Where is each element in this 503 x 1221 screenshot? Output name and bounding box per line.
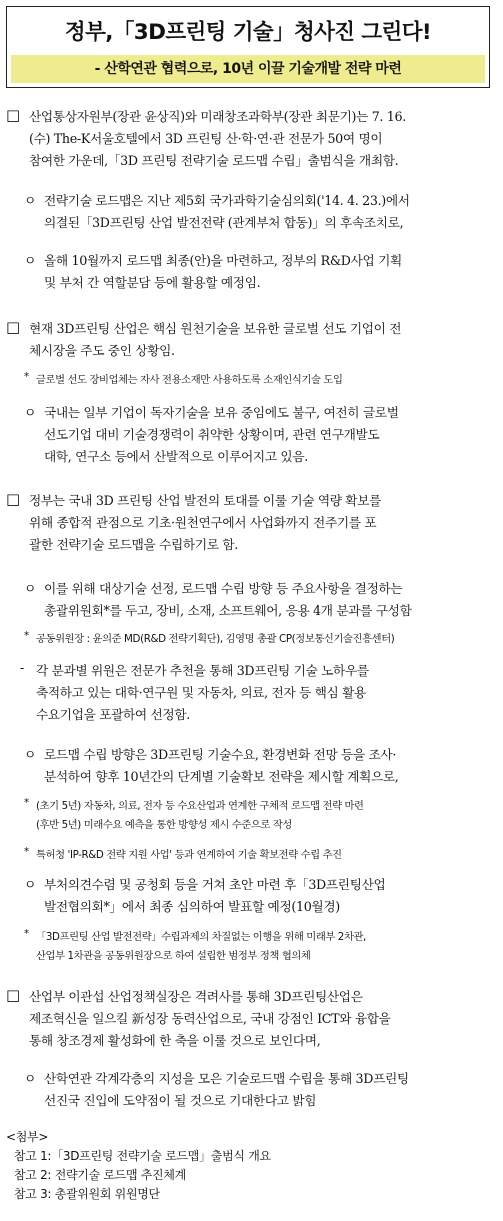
- paragraph-line: 제조혁신을 일으킬 新성장 동력산업으로, 국내 강점인 ICT와 융합을: [29, 1011, 391, 1026]
- attachment-item: 참고 1:「3D프린팅 전략기술 로드맵」출범식 개요: [14, 1149, 271, 1163]
- circle-bullet: ㅇ: [24, 877, 36, 892]
- section3-note4: [24, 928, 493, 966]
- attachment-item: 참고 2: 전략기술 로드맵 추진체계: [14, 1168, 186, 1182]
- note-line: (후반 5년) 미래수요 예측을 통한 방향성 제시 수준으로 작성: [36, 819, 292, 831]
- circle-bullet: ㅇ: [24, 747, 36, 762]
- note-line: (초기 5년) 자동차, 의료, 전자 등 수요산업과 연계한 구체적 로드맵 전략 마련: [36, 800, 364, 812]
- circle-bullet: ㅇ: [24, 405, 36, 420]
- attachments-header: <첨부>: [6, 1130, 49, 1144]
- circle-bullet: ㅇ: [24, 193, 36, 208]
- paragraph-line: 정부는 국내 3D 프린팅 산업 발전의 토대를 이룰 기술 역량 확보를: [29, 493, 382, 508]
- section1-point2: [24, 250, 493, 294]
- star-note: *: [24, 797, 29, 809]
- star-note: *: [24, 371, 29, 383]
- paragraph-line: 전략기술 로드맵은 지난 제5회 국가과학기술심의회('14. 4. 23.)에서: [44, 193, 410, 208]
- section3-point3: [24, 874, 493, 918]
- section4-point1: [24, 1068, 493, 1112]
- paragraph-line: 산업부 이관섭 산업정책실장은 격려사를 통해 3D프린팅산업은: [29, 989, 363, 1004]
- star-note: *: [24, 846, 29, 858]
- paragraph-line: 현재 3D프린팅 산업은 핵심 원천기술을 보유한 글로벌 선도 기업이 전: [29, 321, 402, 336]
- paragraph-line: 괄한 전략기술 로드맵을 수립하기로 함.: [29, 537, 238, 552]
- paragraph-line: 선진국 진입에 도약점이 될 것으로 기대한다고 밝힘: [44, 1093, 317, 1108]
- note-line: 산업부 1차관을 공동위원장으로 하여 설립한 범정부 정책 협의체: [36, 950, 311, 962]
- star-note: *: [24, 630, 29, 642]
- note-line: 특허청 'IP-R&D 전략 지원 사업' 등과 연계하여 기술 확보전략 수립 추진: [36, 849, 342, 861]
- paragraph-line: 산업통상자원부(장관 윤상직)와 미래창조과학부(장관 최문기)는 7. 16.: [29, 109, 406, 124]
- attachment-item: 참고 3: 총괄위원회 위원명단: [14, 1187, 160, 1201]
- attachments: [6, 1128, 486, 1204]
- paragraph-line: 참여한 가운데,「3D 프린팅 전략기술 로드맵 수립」출범식을 개최함.: [29, 153, 399, 168]
- section2-point1: [24, 402, 493, 468]
- circle-bullet: ㅇ: [24, 581, 36, 596]
- paragraph-line: 분석하여 향후 10년간의 단계별 기술확보 전략을 제시할 계획으로,: [44, 769, 399, 784]
- section3-dash1: [20, 660, 493, 726]
- paragraph-line: 의결된「3D프린팅 산업 발전전략 (관계부처 합동)」의 후속조치로,: [44, 215, 404, 230]
- section1-main: [6, 106, 493, 172]
- paragraph-line: 부처의견수렴 및 공청회 등을 거쳐 초안 마련 후「3D프린팅산업: [44, 877, 386, 892]
- dash-bullet: -: [20, 660, 24, 675]
- section3-point2: [24, 744, 493, 788]
- paragraph-line: 체시장을 주도 중인 상황임.: [29, 343, 175, 358]
- section4-main: [6, 986, 493, 1052]
- paragraph-line: (수) The-K서울호텔에서 3D 프린팅 산·학·연·관 전문가 50여 명이: [29, 131, 383, 146]
- paragraph-line: 선도기업 대비 기술경쟁력이 취약한 상황이며, 관련 연구개발도: [44, 427, 380, 442]
- section3-main: [6, 490, 493, 556]
- box-bullet: □: [6, 318, 20, 336]
- paragraph-line: 산학연관 각계각층의 지성을 모은 기술로드맵 수립을 통해 3D프린팅: [44, 1071, 409, 1086]
- paragraph-line: 위해 종합적 관점으로 기초·원천연구에서 사업화까지 전주기를 포: [29, 515, 377, 530]
- section1-point1: [24, 190, 493, 234]
- box-bullet: □: [6, 490, 20, 508]
- note-line: 글로벌 선도 장비업체는 자사 전용소재만 사용하도록 소재인식기술 도입: [36, 374, 343, 386]
- paragraph-line: 각 분과별 위원은 전문가 추천을 통해 3D프린팅 기술 노하우를: [36, 663, 369, 678]
- paragraph-line: 총괄위원회*를 두고, 장비, 소재, 소프트웨어, 응용 4개 분과를 구성함: [44, 603, 412, 618]
- box-bullet: □: [6, 986, 20, 1004]
- note-line: 「3D프린팅 산업 발전전략」수립과제의 차질없는 이행을 위해 미래부 2차관,: [36, 931, 366, 943]
- section3-point1: [24, 578, 493, 622]
- paragraph-line: 및 부처 간 역할분담 등에 활용할 예정임.: [44, 275, 261, 290]
- note-line: 공동위원장 : 윤의준 MD(R&D 전략기획단), 김영명 총괄 CP(정보통신기술진흥센터): [36, 633, 395, 645]
- paragraph-line: 국내는 일부 기업이 독자기술을 보유 중임에도 불구, 여전히 글로벌: [44, 405, 399, 420]
- section3-note1: [24, 630, 493, 649]
- paragraph-line: 이를 위해 대상기술 선정, 로드맵 수립 방향 등 주요사항을 결정하는: [44, 581, 403, 596]
- paragraph-line: 올해 10월까지 로드맵 최종(안)을 마련하고, 정부의 R&D사업 기획: [44, 253, 402, 268]
- box-bullet: □: [6, 106, 20, 124]
- paragraph-line: 발전협의회*」에서 최종 심의하여 발표할 예정(10월경): [44, 899, 340, 914]
- paragraph-line: 대학, 연구소 등에서 산발적으로 이루어지고 있음.: [44, 449, 308, 464]
- page-title: 정부,「3D프린팅 기술」청사진 그린다!: [64, 20, 432, 45]
- paragraph-line: 수요기업을 포괄하여 선정함.: [36, 707, 190, 722]
- page-subtitle: - 산학연관 협력으로, 10년 이끌 기술개발 전략 마련: [11, 55, 485, 83]
- paragraph-line: 축적하고 있는 대학·연구원 및 자동차, 의료, 전자 등 핵심 활용: [36, 685, 366, 700]
- title-box: [6, 6, 490, 88]
- circle-bullet: ㅇ: [24, 1071, 36, 1086]
- circle-bullet: ㅇ: [24, 253, 36, 268]
- section3-note2: [24, 797, 493, 835]
- star-note: *: [24, 928, 29, 940]
- paragraph-line: 통해 창조경제 활성화에 한 축을 이룰 것으로 보인다며,: [29, 1033, 321, 1048]
- section2-main: [6, 318, 493, 362]
- section2-note1: [24, 371, 493, 390]
- section3-note3: [24, 846, 493, 865]
- paragraph-line: 로드맵 수립 방향은 3D프린팅 기술수요, 환경변화 전망 등을 조사·: [44, 747, 397, 762]
